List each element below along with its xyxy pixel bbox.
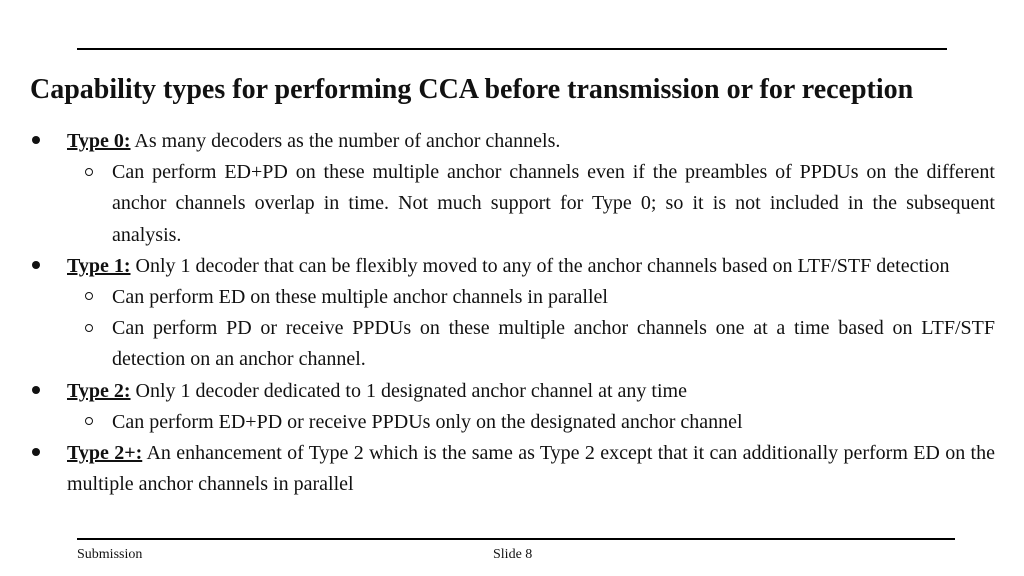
bullet-text: As many decoders as the number of anchor channels.: [134, 130, 561, 152]
bullet-label: Type 2+:: [67, 442, 143, 465]
hollow-circle-icon: [83, 313, 95, 344]
sub-bullet-text: Can perform ED on these multiple anchor channels in parallel: [112, 286, 608, 309]
bullet-dot-icon: [30, 376, 42, 407]
bullet-item-type-0: [30, 126, 995, 157]
sub-bullet-text: Can perform ED+PD on these multiple anchor channels even if the preambles of PPDUs on the different anchor channels overlap in time. Not much support for Type 0; so it is not included in the subsequent analysis.: [112, 161, 995, 246]
bullet-dot-icon: [30, 251, 42, 282]
hollow-circle-icon: [83, 157, 95, 188]
sub-bullet-item: [30, 313, 995, 375]
footer-slide-number: Slide 8: [493, 547, 533, 562]
hollow-circle-icon: [83, 407, 95, 438]
bullet-label: Type 0:: [67, 130, 131, 152]
sub-bullet-item: [30, 407, 995, 438]
sub-bullet-text: Can perform ED+PD or receive PPDUs only on the designated anchor channel: [112, 410, 743, 433]
footer-submission-label: Submission: [77, 547, 143, 562]
bullet-dot-icon: [30, 438, 42, 469]
bullet-text: Only 1 decoder that can be flexibly moved to any of the anchor channels based on LTF/STF detection: [135, 254, 950, 277]
bullet-label: Type 2:: [67, 379, 131, 402]
bullet-item-type-2: [30, 376, 995, 407]
bullet-item-type-2-plus: [30, 438, 995, 500]
hollow-circle-icon: [83, 282, 95, 313]
bullet-dot-icon: [30, 126, 42, 157]
sub-bullet-item: [30, 282, 995, 313]
sub-bullet-item: [30, 157, 995, 251]
slide-title: Capability types for performing CCA before transmission or for reception: [30, 74, 914, 105]
header-rule: [77, 48, 947, 50]
bullet-list: [30, 126, 995, 500]
sub-bullet-text: Can perform PD or receive PPDUs on these multiple anchor channels one at a time based on LTF/STF detection on an anchor channel.: [112, 317, 995, 371]
bullet-text: An enhancement of Type 2 which is the same as Type 2 except that it can additionally perform ED on the multiple anchor channels in parallel: [67, 442, 995, 496]
bullet-item-type-1: [30, 251, 995, 282]
footer-rule: [77, 538, 955, 540]
bullet-text: Only 1 decoder dedicated to 1 designated anchor channel at any time: [135, 379, 687, 402]
bullet-label: Type 1:: [67, 254, 131, 277]
